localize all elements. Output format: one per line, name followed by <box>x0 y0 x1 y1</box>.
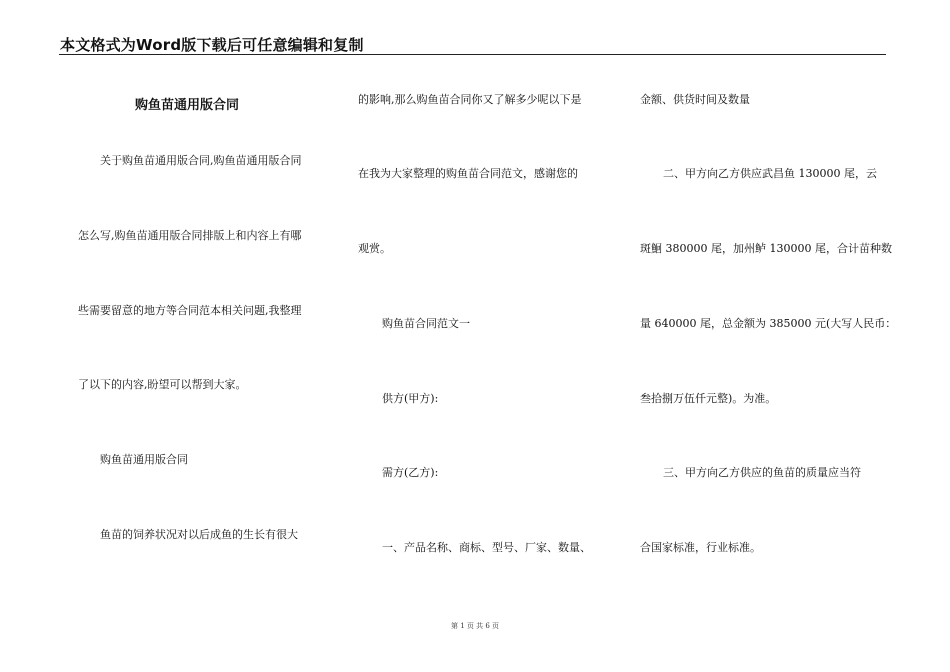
paragraph-line: 叁拾捌万伍仟元整)。为准。 <box>640 392 777 405</box>
header-title: 本文格式为Word版下载后可任意编辑和复制 <box>60 36 364 54</box>
paragraph-line: 的影响,那么购鱼苗合同你又了解多少呢以下是 <box>358 93 582 106</box>
page-footer: 第 1 页 共 6 页 <box>450 622 500 630</box>
paragraph-line: 在我为大家整理的购鱼苗合同范文，感谢您的 <box>358 167 578 180</box>
paragraph-line: 了以下的内容,盼望可以帮到大家。 <box>78 378 247 391</box>
paragraph-line: 怎么写,购鱼苗通用版合同排版上和内容上有哪 <box>78 229 302 242</box>
document-title: 购鱼苗通用版合同 <box>135 98 240 113</box>
paragraph-line: 观赏。 <box>358 242 391 255</box>
paragraph-line: 供方(甲方): <box>382 392 439 405</box>
section-heading: 购鱼苗合同范文一 <box>382 317 470 330</box>
header-divider <box>59 54 886 55</box>
paragraph-line: 量 640000 尾，总金额为 385000 元(大写人民币： <box>640 317 897 330</box>
paragraph-line: 合国家标准，行业标准。 <box>640 541 761 554</box>
paragraph-line: 需方(乙方): <box>382 466 439 479</box>
paragraph-line: 三、甲方向乙方供应的鱼苗的质量应当符 <box>663 466 861 479</box>
paragraph-line: 金额、供货时间及数量 <box>640 93 750 106</box>
paragraph-line: 鱼苗的饲养状况对以后成鱼的生长有很大 <box>100 528 298 541</box>
section-heading: 购鱼苗通用版合同 <box>100 453 188 466</box>
paragraph-line: 一、产品名称、商标、型号、厂家、数量、 <box>382 541 591 554</box>
paragraph-line: 关于购鱼苗通用版合同,购鱼苗通用版合同 <box>100 154 302 167</box>
paragraph-line: 些需要留意的地方等合同范本相关问题,我整理 <box>78 304 302 317</box>
paragraph-line: 二、甲方向乙方供应武昌鱼 130000 尾，云 <box>663 167 877 180</box>
paragraph-line: 斑鮰 380000 尾，加州鲈 130000 尾，合计苗种数 <box>640 242 892 255</box>
